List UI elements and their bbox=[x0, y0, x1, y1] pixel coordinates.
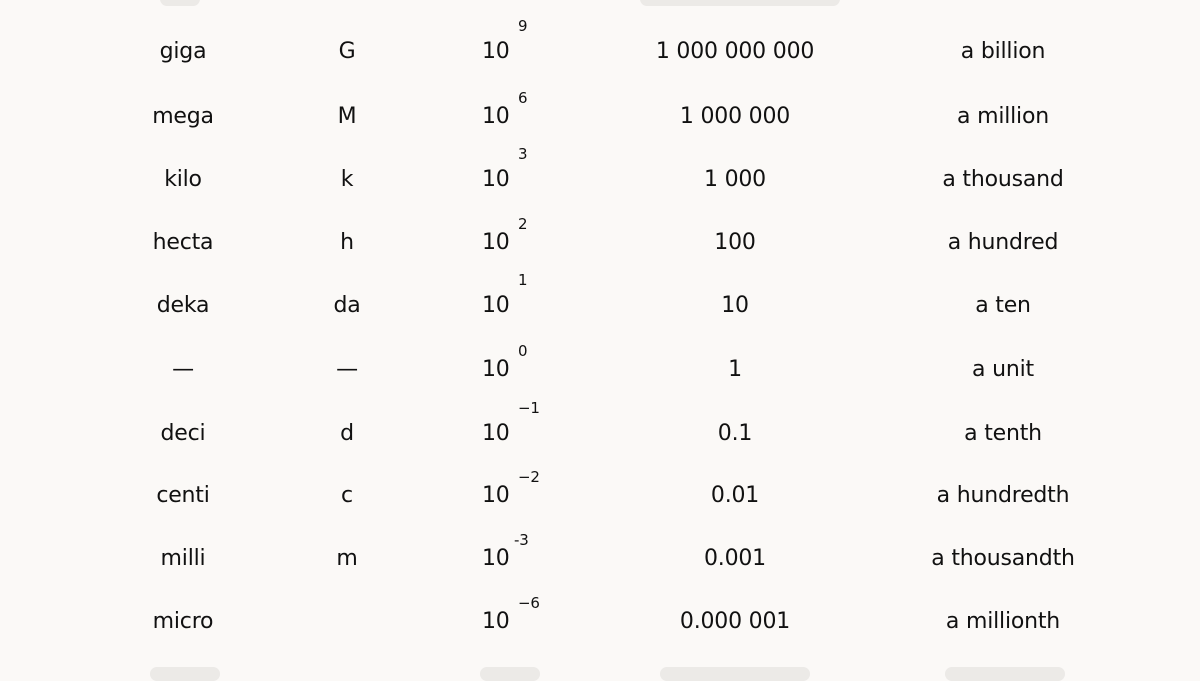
cut-off-header-fragment bbox=[160, 0, 200, 6]
prefix-symbol: — bbox=[336, 357, 358, 382]
prefix-name: milli bbox=[160, 546, 206, 571]
power-of-ten bbox=[470, 89, 580, 139]
power-base: 10 bbox=[482, 609, 510, 634]
prefix-name: mega bbox=[152, 104, 214, 129]
power-base: 10 bbox=[482, 293, 510, 318]
power-exponent: 0 bbox=[518, 342, 528, 360]
prefix-symbol: c bbox=[341, 483, 353, 508]
value-in-words: a millionth bbox=[945, 609, 1061, 634]
prefix-symbol: h bbox=[340, 230, 354, 255]
cut-off-header-fragment bbox=[640, 0, 840, 6]
prefix-symbol bbox=[300, 600, 394, 644]
table-row bbox=[0, 17, 1200, 74]
prefix-symbol: da bbox=[333, 293, 361, 318]
prefix-name: micro bbox=[152, 609, 214, 634]
decimal-value: 10 bbox=[721, 293, 749, 318]
table-row bbox=[0, 468, 1200, 518]
power-of-ten bbox=[470, 17, 580, 74]
table-row bbox=[0, 145, 1200, 202]
value-in-words: a thousand bbox=[942, 167, 1064, 192]
power-of-ten bbox=[470, 145, 580, 202]
value-in-words: a thousandth bbox=[931, 546, 1075, 571]
table-row bbox=[0, 531, 1200, 581]
prefix-symbol: m bbox=[336, 546, 358, 571]
power-base: 10 bbox=[482, 230, 510, 255]
prefix-name: kilo bbox=[164, 167, 202, 192]
power-exponent: 2 bbox=[518, 215, 528, 233]
power-of-ten bbox=[470, 399, 580, 456]
table-row bbox=[0, 89, 1200, 139]
prefix-name: giga bbox=[159, 39, 207, 64]
prefix-name: — bbox=[172, 357, 194, 382]
power-exponent: 1 bbox=[518, 271, 528, 289]
power-base: 10 bbox=[482, 104, 510, 129]
value-in-words: a million bbox=[957, 104, 1049, 129]
power-exponent: 3 bbox=[518, 145, 528, 163]
power-base: 10 bbox=[482, 39, 510, 64]
decimal-value: 100 bbox=[714, 230, 756, 255]
power-exponent: −2 bbox=[518, 468, 540, 486]
power-of-ten bbox=[470, 468, 580, 518]
prefix-symbol: G bbox=[338, 39, 356, 64]
power-exponent: 6 bbox=[518, 89, 528, 107]
decimal-value: 1 000 bbox=[704, 167, 766, 192]
decimal-value: 1 000 000 bbox=[679, 104, 791, 129]
prefix-name: deci bbox=[160, 421, 206, 446]
value-in-words: a billion bbox=[960, 39, 1046, 64]
power-exponent: −6 bbox=[518, 594, 540, 612]
value-in-words: a ten bbox=[975, 293, 1031, 318]
prefix-symbol: d bbox=[340, 421, 354, 446]
power-of-ten bbox=[470, 342, 580, 392]
power-base: 10 bbox=[482, 421, 510, 446]
value-in-words: a hundred bbox=[947, 230, 1059, 255]
power-of-ten bbox=[470, 215, 580, 265]
cut-off-row-fragment bbox=[150, 667, 220, 681]
power-of-ten bbox=[470, 531, 580, 581]
power-exponent: 9 bbox=[518, 17, 528, 35]
decimal-value: 1 000 000 000 bbox=[655, 39, 815, 64]
value-in-words: a unit bbox=[972, 357, 1034, 382]
prefix-symbol: M bbox=[337, 104, 357, 129]
table-row bbox=[0, 594, 1200, 644]
prefix-name: hecta bbox=[152, 230, 214, 255]
power-exponent: −1 bbox=[518, 399, 540, 417]
power-base: 10 bbox=[482, 546, 510, 571]
power-exponent: -3 bbox=[514, 531, 529, 549]
power-base: 10 bbox=[482, 483, 510, 508]
prefix-name: deka bbox=[156, 293, 210, 318]
decimal-value: 0.001 bbox=[704, 546, 766, 571]
value-in-words: a hundredth bbox=[936, 483, 1070, 508]
decimal-value: 0.1 bbox=[717, 421, 753, 446]
power-of-ten bbox=[470, 594, 580, 644]
decimal-value: 0.000 001 bbox=[679, 609, 791, 634]
power-base: 10 bbox=[482, 167, 510, 192]
cut-off-row-fragment bbox=[660, 667, 810, 681]
value-in-words: a tenth bbox=[964, 421, 1042, 446]
prefix-name: centi bbox=[156, 483, 210, 508]
table-row bbox=[0, 215, 1200, 265]
decimal-value: 1 bbox=[728, 357, 742, 382]
table-row bbox=[0, 399, 1200, 456]
table-row bbox=[0, 271, 1200, 328]
power-of-ten bbox=[470, 271, 580, 328]
prefix-symbol: k bbox=[340, 167, 354, 192]
power-base: 10 bbox=[482, 357, 510, 382]
decimal-value: 0.01 bbox=[710, 483, 760, 508]
cut-off-row-fragment bbox=[480, 667, 540, 681]
cut-off-row-fragment bbox=[945, 667, 1065, 681]
table-row bbox=[0, 342, 1200, 392]
